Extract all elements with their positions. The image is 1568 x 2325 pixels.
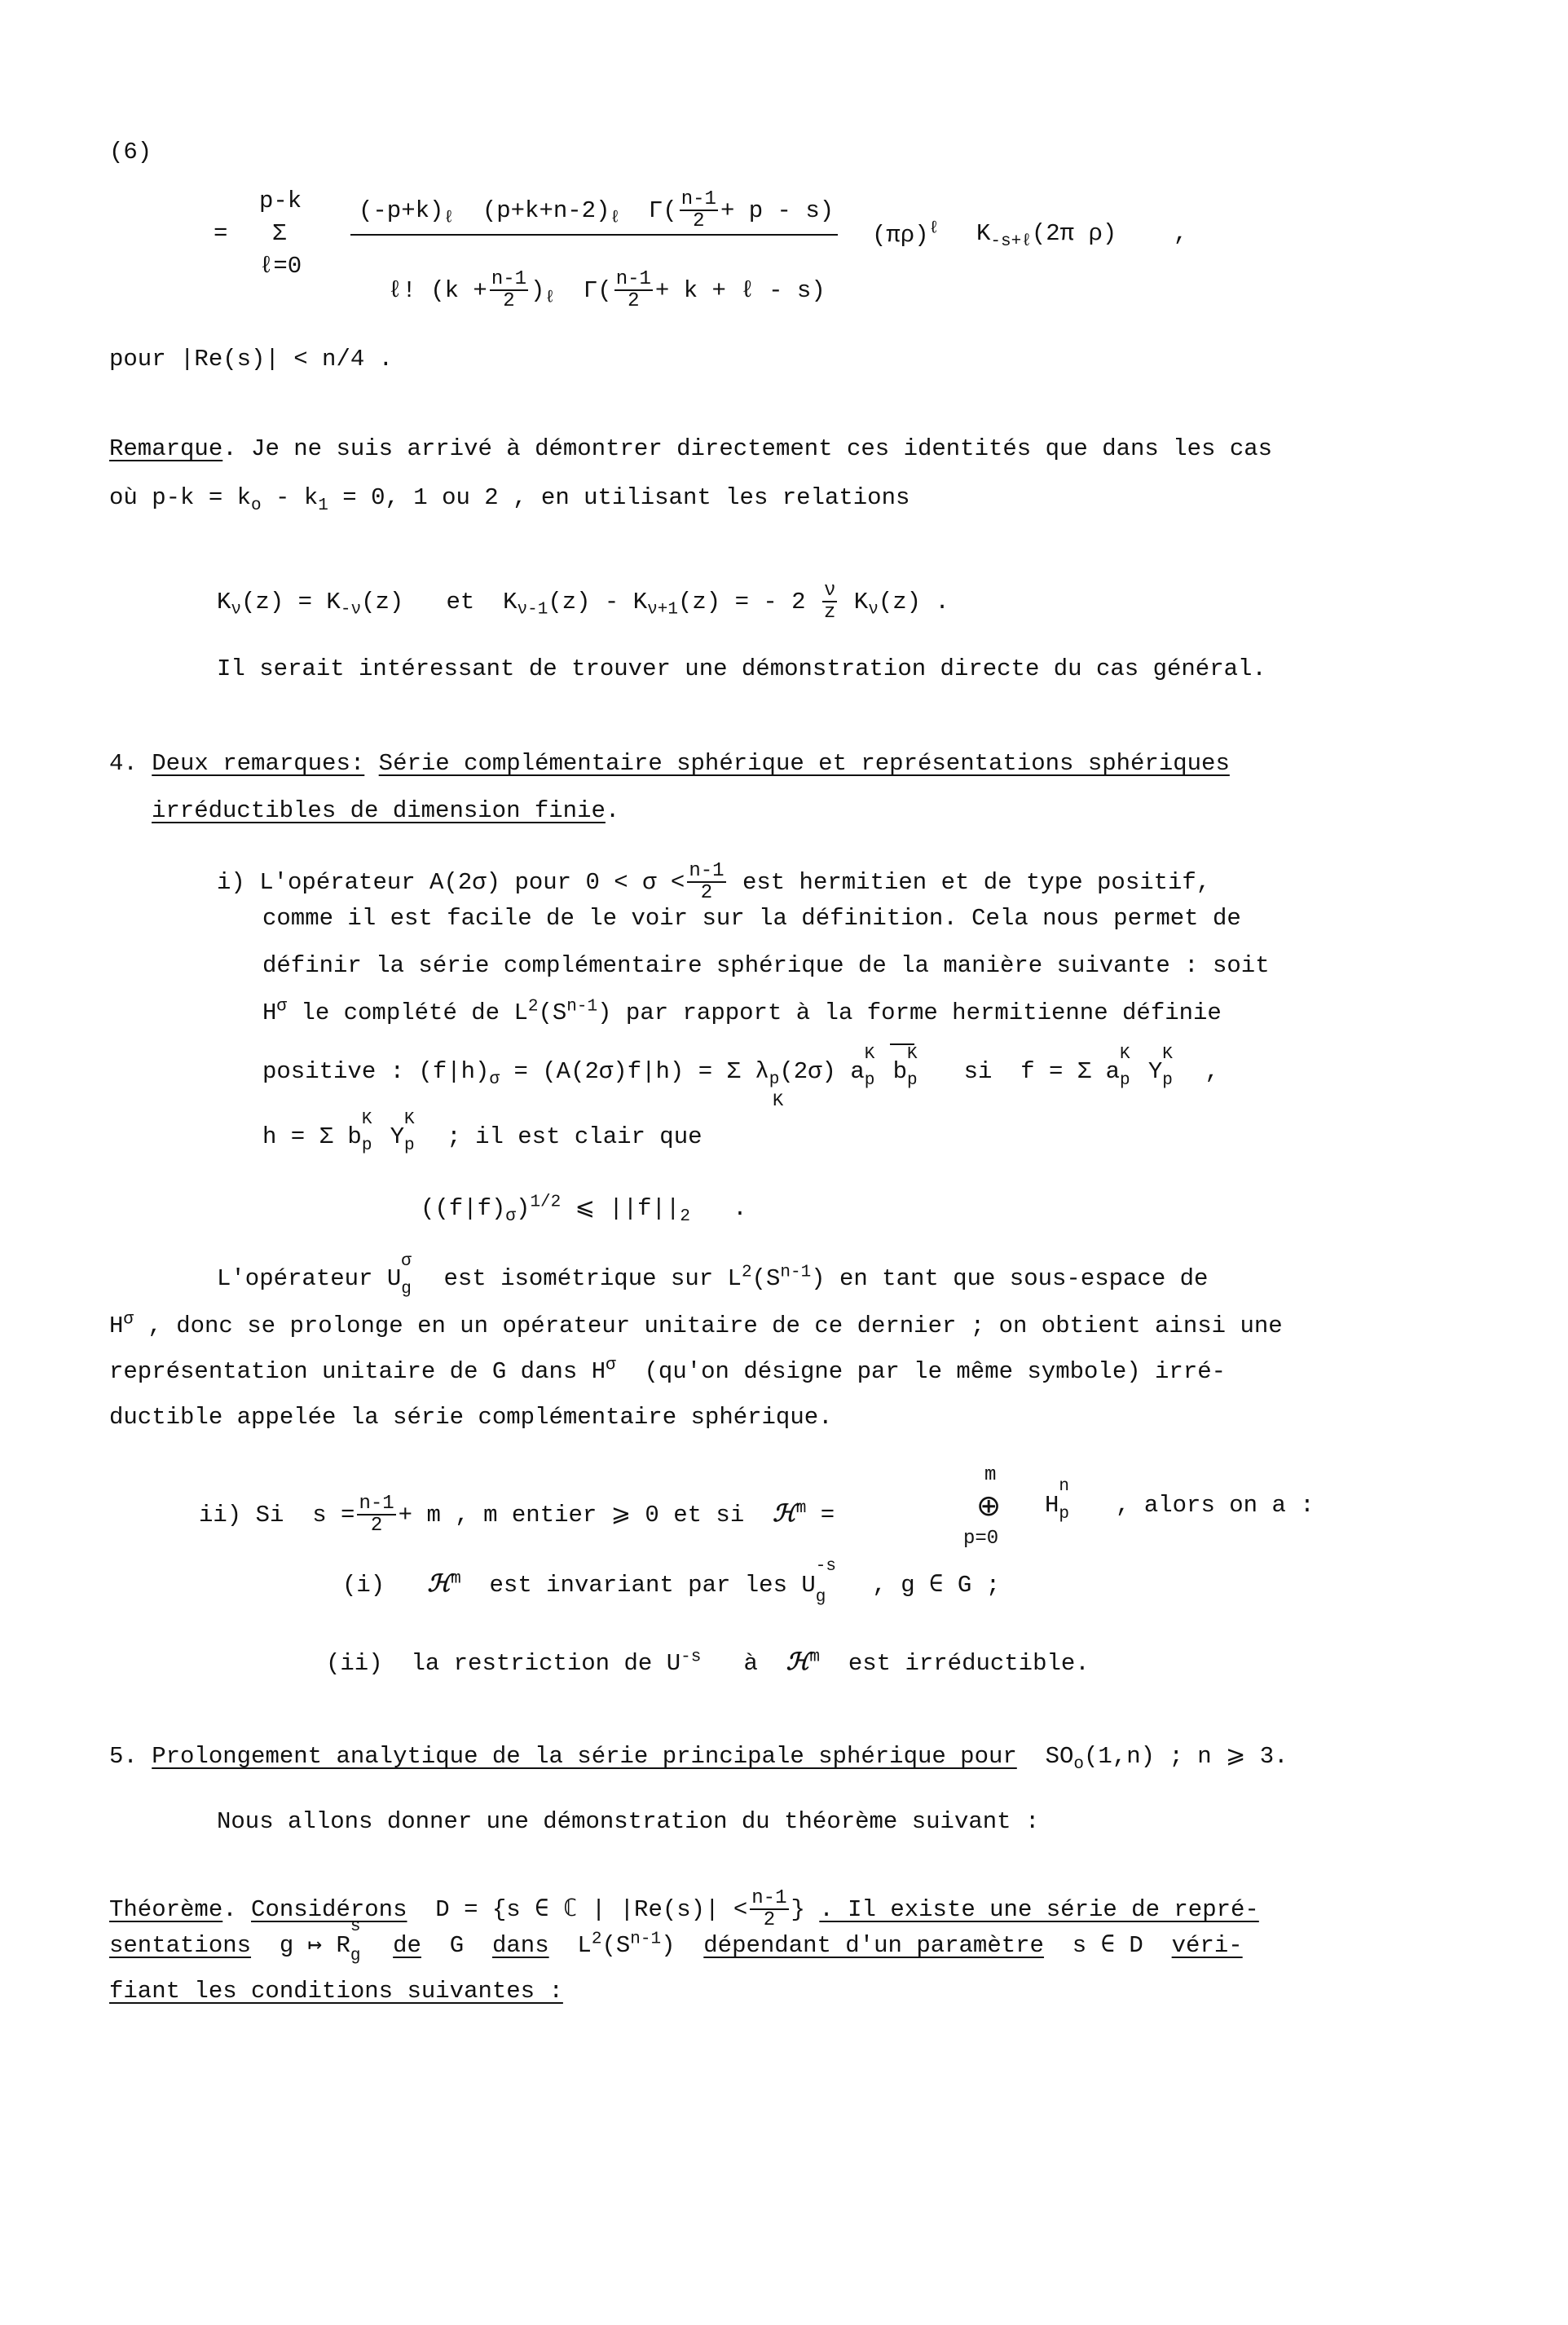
eq6-pirho: $(\pi\rho)^\ell$ <box>872 219 940 249</box>
eq6-bessel: $K_{-s+\ell}(2\pi$ ρ) , <box>976 220 1188 251</box>
theorem-line2: sentations g ↦ R s g de G dans $L^2(S^{n-1})$ dépendant d'un paramètre s ∈ D véri- <box>109 1917 1243 1965</box>
sub-item-i: (i) ℋ$^m$ est invariant par les U -s g , g ∈ G ; <box>342 1557 1001 1607</box>
remarque-line2: où $p-k = k_o - k_1 = 0$, 1 ou 2 , en utilisant les relations <box>109 484 910 515</box>
item-ii-line: ii) Si s = $\frac{n-1}{2}$ + m , m entier ⩾ 0 et si ℋ$^m$ = <box>199 1493 835 1538</box>
sum-symbol: Σ <box>272 220 287 247</box>
section5-intro: Nous allons donner une démonstration du théorème suivant : <box>217 1808 1040 1835</box>
oplus-bottom: p=0 <box>963 1528 999 1550</box>
item-i-line1: i) L'opérateur A(2σ) pour 0 < σ < $\frac{n-1}{2}$ est hermitien et de type positif, <box>217 860 1211 905</box>
item-ii-tail: H n p , alors on a : <box>1045 1477 1315 1524</box>
remarque-closing: Il serait intéressant de trouver une démonstration directe du cas général. <box>217 655 1266 682</box>
eq6-numerator: $(-p+k)_\ell$ $(p+k+n-2)_\ell$ Γ( $\frac{n-1}{2}$ + p - s) <box>359 188 835 233</box>
item-i-sum-index: K <box>773 1091 784 1111</box>
sum-upper: p-k <box>259 188 302 214</box>
remarque-line1: Remarque. Je ne suis arrivé à démontrer directement ces identités que dans les cas <box>109 435 1273 462</box>
oplus-top: m <box>984 1464 997 1486</box>
theorem-line3: fiant les conditions suivantes : <box>109 1978 563 2005</box>
equals-sign: = <box>214 220 228 247</box>
bessel-relations: $K_\nu(z) = K_{-\nu}(z)$ et $K_{\nu-1}(z) - K_{\nu+1}(z)$ = - 2 $\frac{\nu}{z}$ $K_\nu(z)$ . <box>217 580 949 624</box>
item-i-line5: positive : $(f|h)_\sigma = (A(2\sigma)f|h) = \Sigma$ $\lambda_p(2\sigma)$ a K p b K p si f = Σ a K p Y K p , <box>262 1045 1219 1090</box>
para-line1: L'opérateur U σ g est isométrique sur $L^2(S^{n-1})$ en tant que sous-espace de <box>217 1252 1209 1299</box>
item-i-line2: comme il est facile de le voir sur la définition. Cela nous permet de <box>262 905 1241 932</box>
item-i-line6: h = Σ b K p Y K p ; il est clair que <box>262 1110 703 1155</box>
equation-label: (6) <box>109 139 152 165</box>
sub-item-ii: (ii) la restriction de $U^{-s}$ à ℋ$^m$ est irréductible. <box>326 1648 1090 1677</box>
section4-heading-line1: 4. Deux remarques: Série complémentaire sphérique et représentations sphériques <box>109 750 1230 777</box>
item-i-line3: définir la série complémentaire sphérique de la manière suivante : soit <box>262 952 1270 979</box>
eq6-fraction-bar <box>350 234 838 236</box>
oplus-symbol: ⊕ <box>976 1489 1002 1523</box>
section4-heading-line2: irréductibles de dimension finie. <box>152 797 620 824</box>
sum-lower: ℓ=0 <box>259 253 302 280</box>
para-line4: ductible appelée la série complémentaire sphérique. <box>109 1404 833 1431</box>
pour-line: pour |Re(s)| < n/4 . <box>109 346 394 373</box>
section5-heading: 5. Prolongement analytique de la série principale sphérique pour $SO_o(1,n)$ ; n ⩾ 3. <box>109 1743 1288 1774</box>
item-i-line4: $H^\sigma$ le complété de $L^2(S^{n-1})$ par rapport à la forme hermitienne définie <box>262 997 1222 1026</box>
para-line3: représentation unitaire de G dans $H^\sigma$ (qu'on désigne par le même symbole) irré- <box>109 1356 1227 1385</box>
remarque-title: Remarque <box>109 435 223 462</box>
para-line2: $H^\sigma$ , donc se prolonge en un opérateur unitaire de ce dernier ; on obtient ainsi une <box>109 1310 1283 1339</box>
eq6-denominator: ℓ! (k + $\frac{n-1}{2}$ )$_\ell$ Γ( $\frac{n-1}{2}$ + k + ℓ - s) <box>388 268 826 313</box>
norm-inequality: $((f|f)_\sigma)^{1/2}$ ⩽ $||f||_2$ . <box>421 1193 747 1226</box>
theorem-line1: Théorème. Considérons D = {s ∈ ℂ | |Re(s)| < $\frac{n-1}{2}$ } . Il existe une série de repré- <box>109 1887 1259 1932</box>
